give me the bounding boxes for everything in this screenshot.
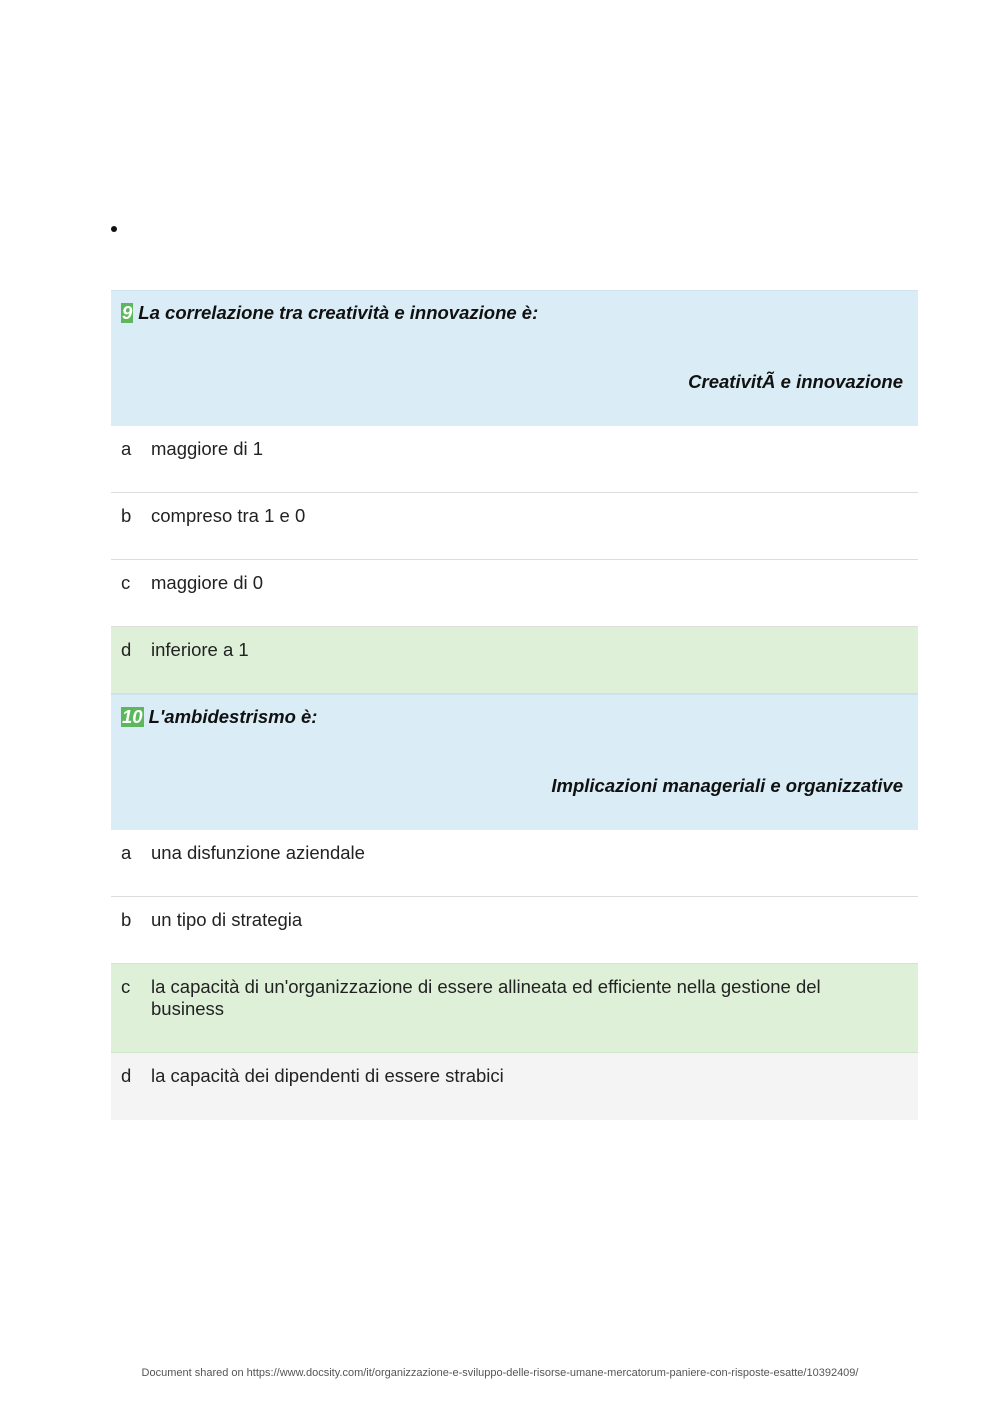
option-text: un tipo di strategia [151, 909, 303, 930]
option-text: la capacità dei dipendenti di essere strabici [151, 1065, 504, 1086]
option-letter: b [121, 909, 132, 930]
answer-option-a [111, 830, 918, 897]
option-text: maggiore di 1 [151, 438, 264, 459]
option-text: inferiore a 1 [151, 639, 249, 660]
answer-option-c [111, 560, 918, 627]
answer-option-d-correct [111, 627, 918, 694]
question-topic: CreativitÃ e innovazione [688, 371, 903, 392]
option-text: compreso tra 1 e 0 [151, 505, 306, 526]
question-topic: Implicazioni manageriali e organizzative [551, 775, 903, 796]
option-letter: a [121, 842, 132, 863]
question-text: L'ambidestrismo è: [148, 706, 318, 727]
option-text: maggiore di 0 [151, 572, 264, 593]
document-footer: Document shared on https://www.docsity.com/it/organizzazione-e-sviluppo-delle-risorse-umane-mercatorum-paniere-con-risposte-esatte/10392409/ [141, 1367, 859, 1379]
answer-option-c-correct [111, 964, 918, 1053]
question-header [111, 694, 918, 830]
question-number-badge: 9 [122, 302, 133, 323]
question-header [111, 290, 918, 426]
option-letter: c [121, 976, 131, 997]
question-text: La correlazione tra creatività e innovazione è: [138, 302, 539, 323]
answer-option-b [111, 897, 918, 964]
answer-option-d [111, 1053, 918, 1120]
answer-option-a [111, 426, 918, 493]
option-letter: c [121, 572, 131, 593]
option-text: la capacità di un'organizzazione di essere allineata ed efficiente nella gestione del business [151, 976, 821, 1019]
quiz-list [111, 290, 918, 1120]
option-letter: d [121, 1065, 132, 1086]
option-text: una disfunzione aziendale [151, 842, 365, 863]
option-letter: a [121, 438, 132, 459]
question-title [121, 302, 538, 324]
option-letter: d [121, 639, 132, 660]
question-number-badge: 10 [122, 706, 143, 727]
answer-option-b [111, 493, 918, 560]
list-bullet [111, 226, 117, 232]
question-title [121, 706, 317, 728]
option-letter: b [121, 505, 132, 526]
